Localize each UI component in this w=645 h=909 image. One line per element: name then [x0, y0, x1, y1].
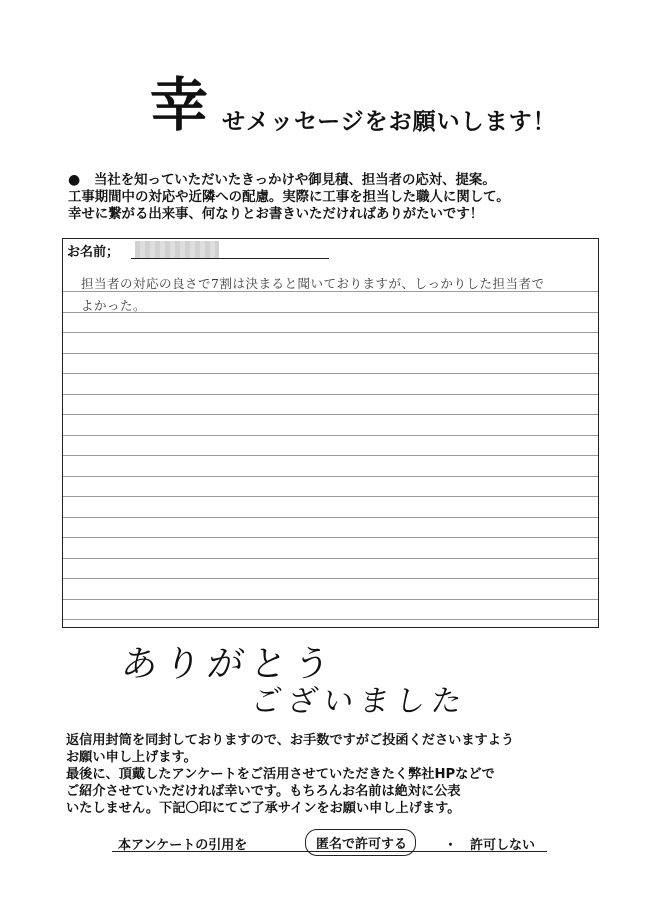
ruled-line	[63, 414, 598, 415]
ruled-line	[63, 578, 598, 579]
consent-underline	[112, 851, 547, 852]
ruled-line	[63, 394, 598, 395]
ruled-line	[63, 496, 598, 497]
comment-text-line: よかった。	[81, 298, 147, 313]
closing-line: 最後に、頂戴したアンケートをご活用させていただきたく弊社HPなどで	[66, 767, 495, 782]
consent-deny-option[interactable]: 許可しない	[470, 838, 536, 853]
consent-allow-option[interactable]: 匿名で許可する	[305, 829, 416, 856]
ruled-line	[63, 558, 598, 559]
thanks-line-2: ございました	[249, 684, 470, 719]
ruled-line	[63, 373, 598, 374]
ruled-line	[63, 537, 598, 538]
name-underline	[131, 258, 329, 259]
consent-separator: ・	[444, 838, 458, 853]
page-title: せメッセージをお願いします！	[222, 108, 557, 135]
ruled-line	[63, 476, 598, 477]
ruled-line	[63, 599, 598, 600]
consent-label: 本アンケートの引用を	[118, 838, 248, 853]
closing-line: いたしません。下記〇印にてご了承サインをお願い申し上げます。	[66, 801, 461, 816]
name-label: お名前；	[67, 245, 120, 260]
ruled-line	[63, 332, 598, 333]
intro-line: ● 当社を知っていただいたきっかけや御見積、担当者の応対、提案。	[68, 172, 496, 188]
closing-line: 返信用封筒を同封しておりますので、お手数ですがご投函くださいますよう	[66, 733, 515, 748]
intro-line: 工事期間中の対応や近隣への配慮。実際に工事を担当した職人に関して。	[68, 190, 510, 205]
ruled-line	[63, 455, 598, 456]
comment-text-line: 担当者の対応の良さで7割は決まると聞いておりますが、しっかりした担当者で	[81, 276, 545, 291]
intro-line: 幸せに繋がる出来事、何なりとお書きいただければありがたいです！	[68, 207, 484, 222]
intro-text	[68, 172, 510, 223]
ruled-line	[63, 619, 598, 620]
thanks-line-1: ありがとう	[118, 644, 340, 685]
bullet-icon: ●	[68, 172, 81, 188]
ruled-line	[63, 517, 598, 518]
comment-box	[62, 238, 599, 628]
ruled-line	[63, 353, 598, 354]
title-kanji: 幸	[150, 71, 207, 139]
closing-line: お願い申し上げます。	[66, 750, 197, 765]
closing-line: ご紹介させていただければ幸いです。もちろんお名前は絶対に公表	[66, 784, 461, 799]
closing-text	[66, 732, 514, 817]
ruled-line	[63, 435, 598, 436]
name-field-redacted	[135, 241, 219, 258]
